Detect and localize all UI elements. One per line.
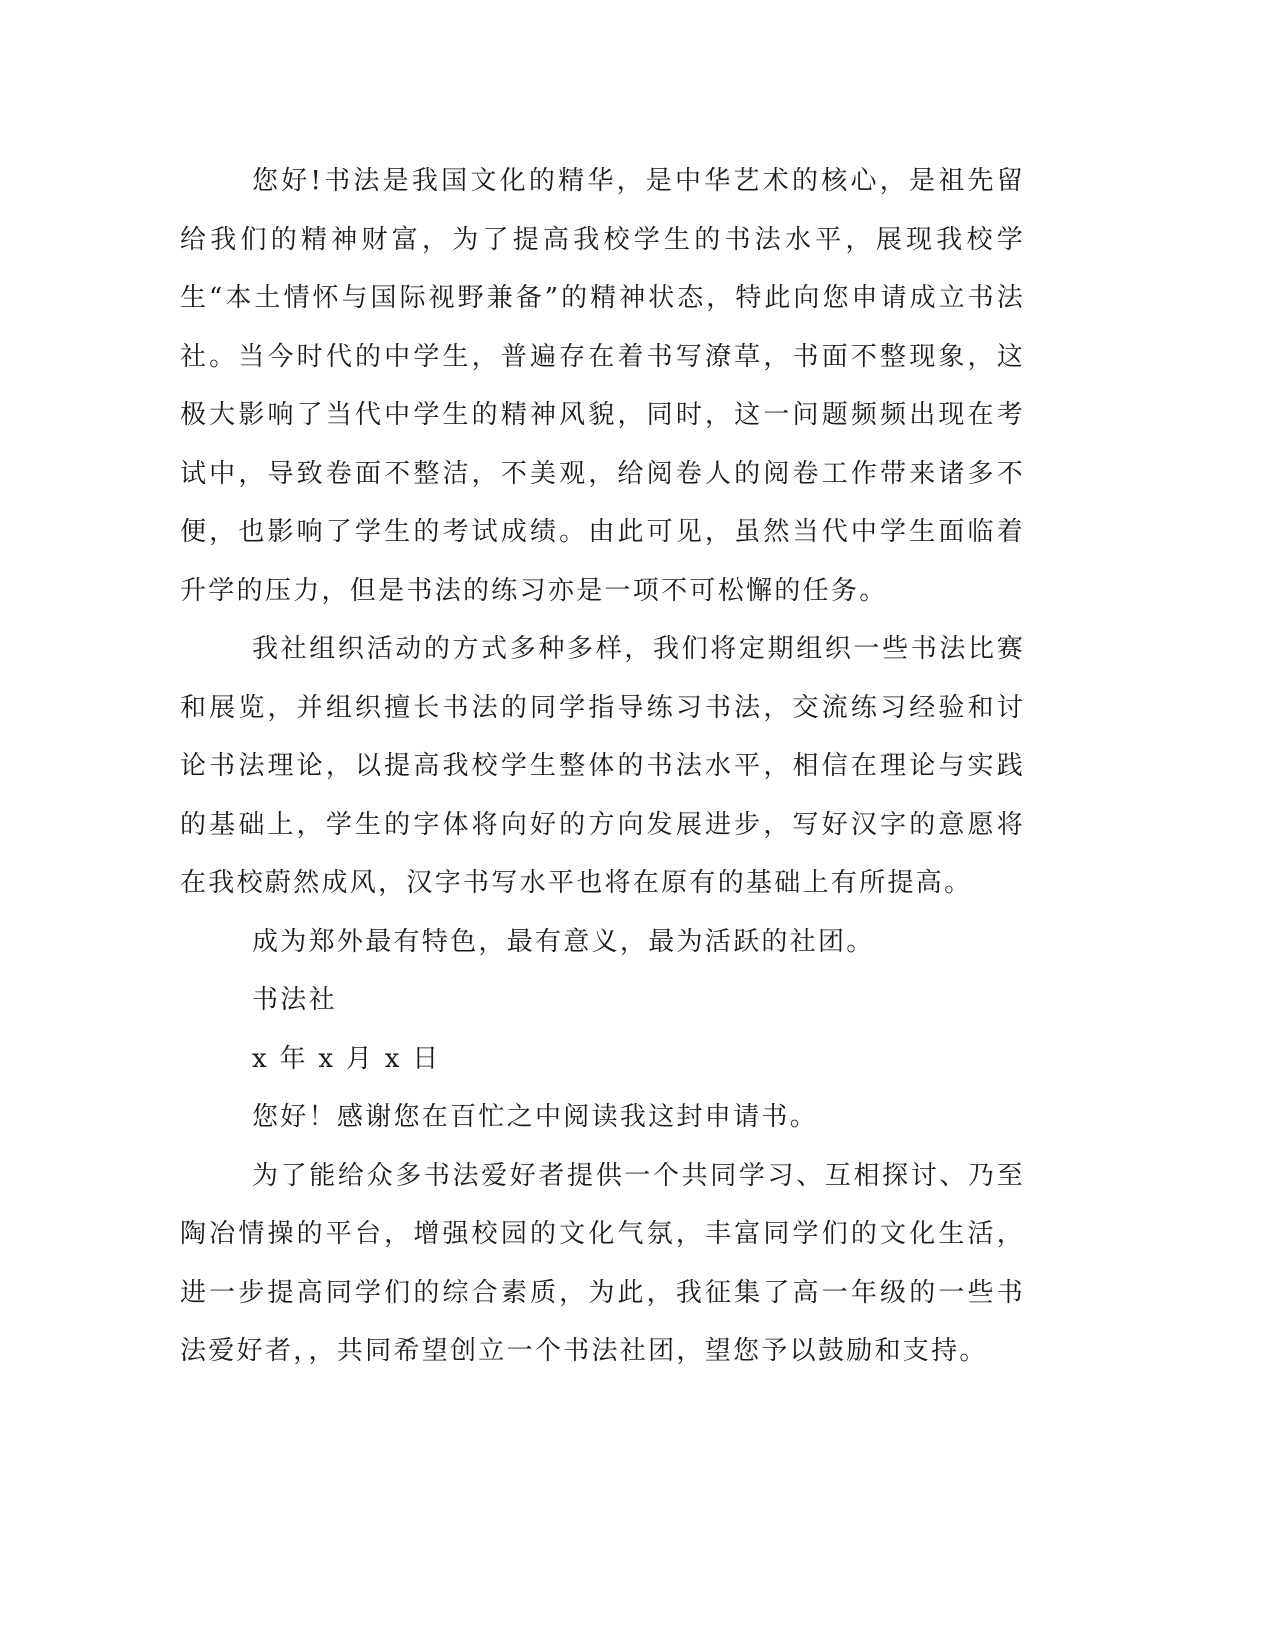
- signature-club: 书法社: [252, 985, 337, 1015]
- paragraph-purpose: 为了能给众多书法爱好者提供一个共同学习、互相探讨、乃至陶冶情操的平台，增强校园的文化气氛，丰富同学们的文化生活，进一步提高同学们的综合素质，为此，我征集了高一年级的一些书法爱好者，，共同希望创立一个书法社团，望您予以鼓励和支持。: [180, 1160, 1025, 1366]
- paragraph-goal: 成为郑外最有特色，最有意义，最为活跃的社团。: [252, 926, 875, 957]
- paragraph-activities: 我社组织活动的方式多种多样，我们将定期组织一些书法比赛和展览，并组织擅长书法的同学指导练习书法，交流练习经验和讨论书法理论，以提高我校学生整体的书法水平，相信在理论与实践的基础上，学生的字体将向好的方向发展进步，写好汉字的意愿将在我校蔚然成风，汉字书写水平也将在原有的基础上有所提高。: [180, 634, 1025, 898]
- paragraph-intro: 您好!书法是我国文化的精华，是中华艺术的核心，是祖先留给我们的精神财富，为了提高我校学生的书法水平，展现我校学生“本土情怀与国际视野兼备”的精神状态，特此向您申请成立书法社。当今时代的中学生，普遍存在着书写潦草，书面不整现象，这极大影响了当代中学生的精神风貌，同时，这一问题频频出现在考试中，导致卷面不整洁，不美观，给阅卷人的阅卷工作带来诸多不便，也影响了学生的考试成绩。由此可见，虽然当代中学生面临着升学的压力，但是书法的练习亦是一项不可松懈的任务。: [180, 166, 1025, 606]
- signature-date: x 年 x 月 x 日: [252, 1043, 441, 1074]
- paragraph-greeting: 您好！感谢您在百忙之中阅读我这封申请书。: [252, 1102, 819, 1132]
- document-body: [180, 152, 1025, 1381]
